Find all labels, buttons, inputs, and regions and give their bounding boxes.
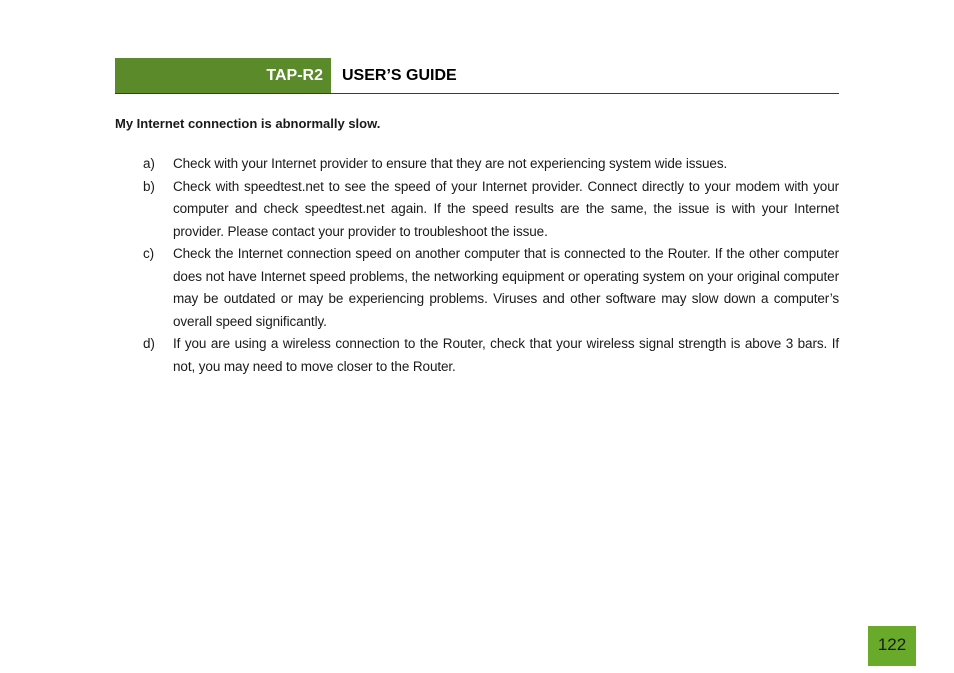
list-item-text: Check with speedtest.net to see the speed of your Internet provider. Connect directly to your modem with your computer and check speedtest.net again. If the speed results are the same, the issue is with your Internet provider. Please contact your provider to troubleshoot the issue. xyxy=(173,178,839,239)
list-item xyxy=(143,333,839,378)
header-product-name: TAP-R2 xyxy=(266,67,323,84)
list-marker: b) xyxy=(143,178,155,194)
list-item-text: Check the Internet connection speed on another computer that is connected to the Router. If the other computer does not have Internet speed problems, the networking equipment or operating system on your original computer may be outdated or may be experiencing problems. Viruses and other software may slow down a computer’s overall speed significantly. xyxy=(173,246,839,329)
list-item xyxy=(143,176,839,244)
section-heading: My Internet connection is abnormally slow. xyxy=(115,116,381,131)
list-marker: c) xyxy=(143,246,155,261)
header-product-block xyxy=(115,58,331,93)
page-number-badge: 122 xyxy=(868,626,916,666)
list-marker: d) xyxy=(143,336,155,351)
list-marker: a) xyxy=(143,156,155,171)
list-item-text: If you are using a wireless connection to the Router, check that your wireless signal strength is above 3 bars. If not, you may need to move closer to the Router. xyxy=(173,336,839,374)
troubleshooting-list xyxy=(143,153,839,378)
page-header xyxy=(115,58,839,94)
header-guide-title: USER’S GUIDE xyxy=(342,67,457,84)
list-item xyxy=(143,243,839,333)
list-item-text: Check with your Internet provider to ensure that they are not experiencing system wide issues. xyxy=(173,156,728,171)
list-item xyxy=(143,153,839,176)
